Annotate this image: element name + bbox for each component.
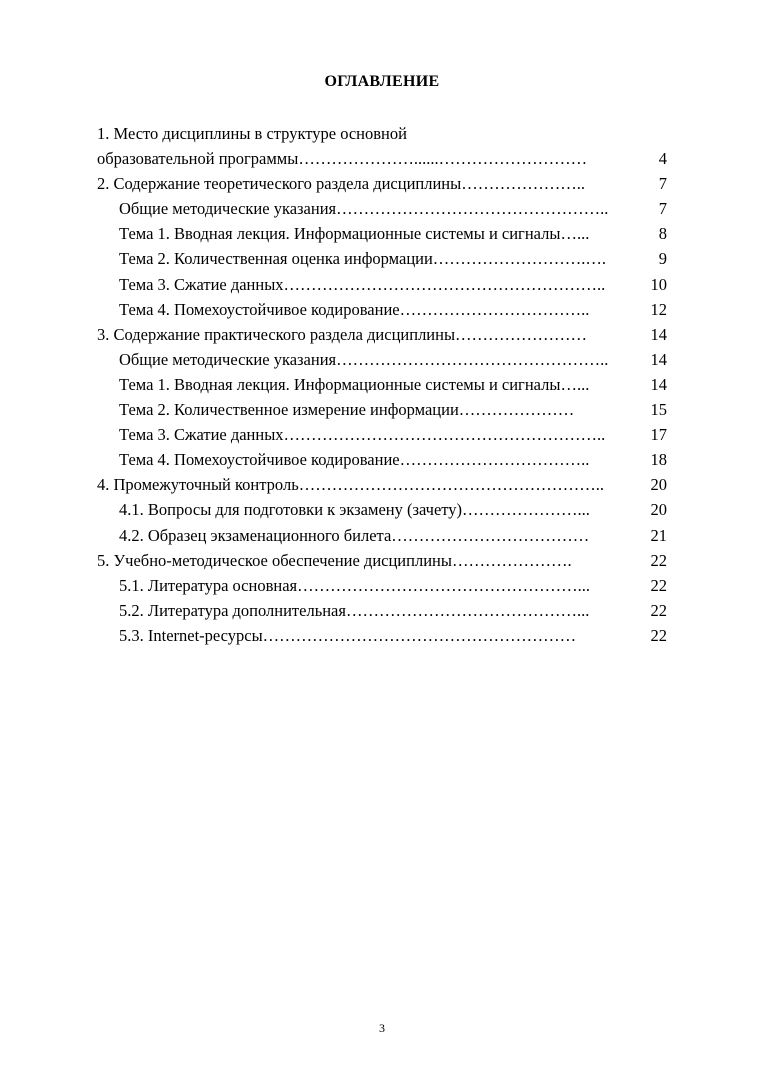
toc-entry-5	[97, 548, 667, 573]
toc-entry-page: 22	[650, 575, 667, 595]
toc-entry-page: 22	[650, 600, 667, 620]
toc-entry-page: 18	[650, 450, 667, 470]
toc-entry-text: 4. Промежуточный контроль………………………………………………..	[97, 475, 604, 495]
toc-title: ОГЛАВЛЕНИЕ	[324, 73, 440, 90]
toc-entry-text: Тема 2. Количественная оценка информации……………………….….	[119, 249, 607, 269]
toc-entry-page: 7	[658, 199, 667, 219]
toc-entry-text: Тема 1. Вводная лекция. Информационные системы и сигналы…...	[119, 224, 590, 244]
toc-entry-text: 3. Содержание практического раздела дисциплины……………………	[97, 324, 588, 344]
toc-entry-5-2	[97, 598, 667, 623]
toc-entry-text: Тема 4. Помехоустойчивое кодирование……………………………..	[119, 450, 590, 470]
toc-entry-page: 14	[650, 349, 667, 369]
toc-entry-text: Общие методические указания…………………………………………..	[119, 349, 609, 369]
toc-entry-page: 14	[650, 324, 667, 344]
toc-entry-text: Общие методические указания…………………………………………..	[119, 199, 609, 219]
toc-entry-1	[97, 146, 667, 171]
toc-entry-3-general	[97, 347, 667, 372]
toc-entry-5-1	[97, 573, 667, 598]
toc-entry-3-topic-2	[97, 397, 667, 422]
toc-entry-text: Тема 2. Количественное измерение информации…………………	[119, 400, 575, 420]
toc-entry-text: Тема 1. Вводная лекция. Информационные системы и сигналы…...	[119, 374, 590, 394]
toc-entry-page: 10	[650, 274, 667, 294]
toc-entry-page: 14	[650, 374, 667, 394]
toc-entry-page: 22	[650, 550, 667, 570]
toc-entry-2	[97, 171, 667, 196]
toc-entry-page: 17	[650, 425, 667, 445]
toc-entry-text: Тема 3. Сжатие данных…………………………………………………..	[119, 425, 606, 445]
toc-entry-page: 22	[650, 625, 667, 645]
toc-entry-page: 21	[650, 525, 667, 545]
toc-entry-3-topic-1	[97, 372, 667, 397]
toc-entry-text: 4.2. Образец экзаменационного билета………………………………	[119, 525, 590, 545]
table-of-contents	[97, 121, 667, 648]
toc-entry-page: 4	[658, 149, 667, 169]
toc-entry-2-topic-1	[97, 221, 667, 246]
toc-entry-text: 5.2. Литература дополнительная……………………………………...	[119, 600, 590, 620]
toc-entry-page: 8	[658, 224, 667, 244]
toc-entry-3-topic-4	[97, 447, 667, 472]
toc-entry-5-3	[97, 623, 667, 648]
toc-entry-2-general	[97, 196, 667, 221]
toc-entry-text: 4.1. Вопросы для подготовки к экзамену (зачету)…………………...	[119, 500, 590, 520]
toc-entry-page: 20	[650, 475, 667, 495]
toc-entry-text: Тема 3. Сжатие данных…………………………………………………..	[119, 274, 606, 294]
toc-entry-page: 9	[658, 249, 667, 269]
page-number: 3	[379, 1021, 385, 1035]
toc-entry-2-topic-3	[97, 272, 667, 297]
toc-entry-text: 5.3. Internet-ресурсы…………………………………………………	[119, 625, 577, 645]
toc-entry-3-topic-3	[97, 422, 667, 447]
toc-entry-page: 20	[650, 500, 667, 520]
toc-entry-4-2	[97, 523, 667, 548]
toc-entry-page: 12	[650, 299, 667, 319]
toc-entry-2-topic-4	[97, 297, 667, 322]
toc-entry-4-1	[97, 497, 667, 522]
toc-entry-1-heading	[97, 121, 667, 146]
toc-entry-text: Тема 4. Помехоустойчивое кодирование……………………………..	[119, 299, 590, 319]
toc-entry-4	[97, 472, 667, 497]
toc-entry-page: 15	[650, 400, 667, 420]
toc-entry-page: 7	[658, 174, 667, 194]
toc-entry-text: образовательной программы…………………......………………………	[97, 149, 588, 169]
toc-entry-text: 5.1. Литература основная……………………………………………...	[119, 575, 590, 595]
toc-entry-text: 1. Место дисциплины в структуре основной	[97, 124, 407, 143]
toc-entry-text: 2. Содержание теоретического раздела дисциплины…………………..	[97, 174, 585, 194]
toc-entry-3	[97, 322, 667, 347]
toc-entry-2-topic-2	[97, 246, 667, 271]
toc-entry-text: 5. Учебно-методическое обеспечение дисциплины………………….	[97, 550, 572, 570]
